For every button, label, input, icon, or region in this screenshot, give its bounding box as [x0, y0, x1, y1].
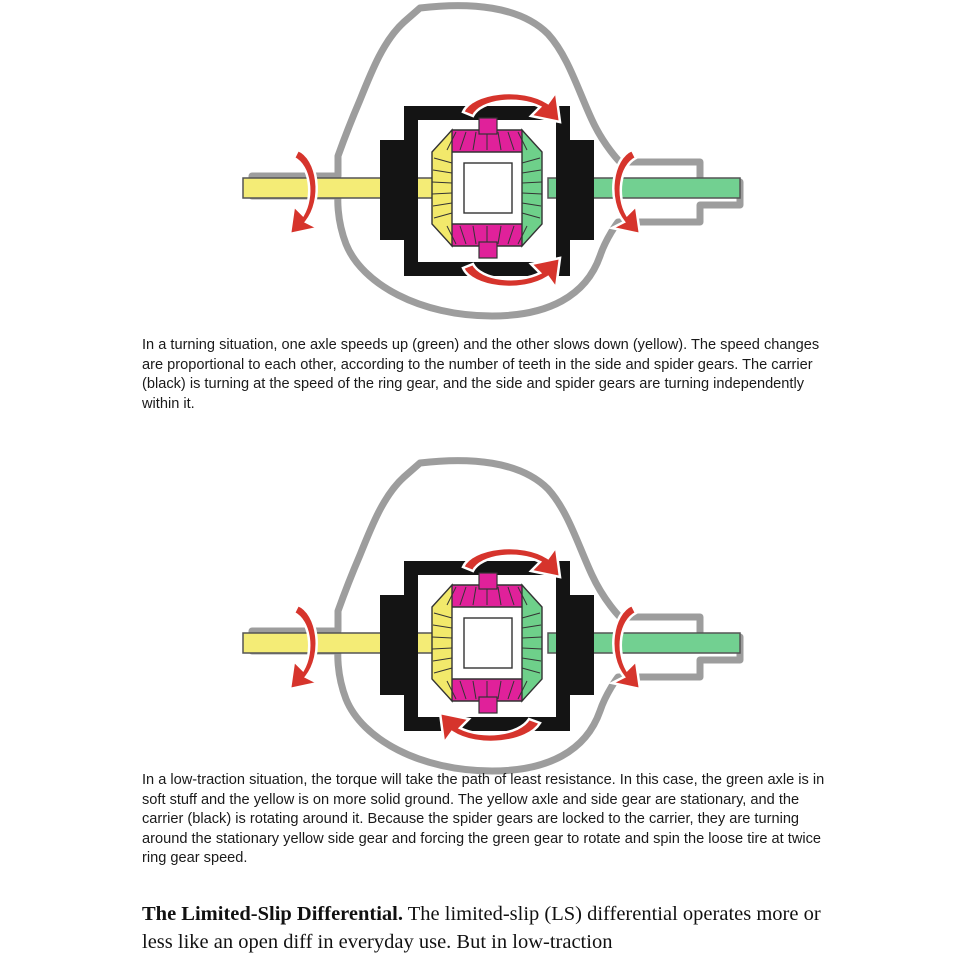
differential-diagram-low-traction: [0, 455, 978, 775]
caption-low-traction-situation: In a low-traction situation, the torque will take the path of least resistance. In this case, the green axle is in soft stuff and the yellow is on more solid ground. The yellow axle and side gear are stationary, and the carrier (black) is rotating around it. Because the spider gears are locked to the carrier, they are turning around the stationary yellow side gear and forcing the green gear to rotate and spin the loose tire at twice ring gear speed.: [142, 772, 825, 866]
body-heading: The Limited-Slip Differential.: [142, 903, 403, 925]
figure-turning-situation: [0, 0, 978, 320]
differential-diagram-turning: [0, 0, 978, 320]
gear-assembly: [432, 573, 542, 713]
gear-assembly: [432, 118, 542, 258]
body-paragraph-text: The limited-slip (LS) differential operates more or less like an open diff in everyday use. But in low-traction: [142, 903, 821, 953]
figure-low-traction-situation: [0, 455, 978, 775]
body-paragraph: [142, 900, 842, 956]
caption-turning-situation: In a turning situation, one axle speeds up (green) and the other slows down (yellow). The speed changes are proportional to each other, according to the number of teeth in the side and spider gears. The carrier (black) is turning at the speed of the ring gear, and the side and spider gears are turning independently within it.: [142, 337, 820, 412]
